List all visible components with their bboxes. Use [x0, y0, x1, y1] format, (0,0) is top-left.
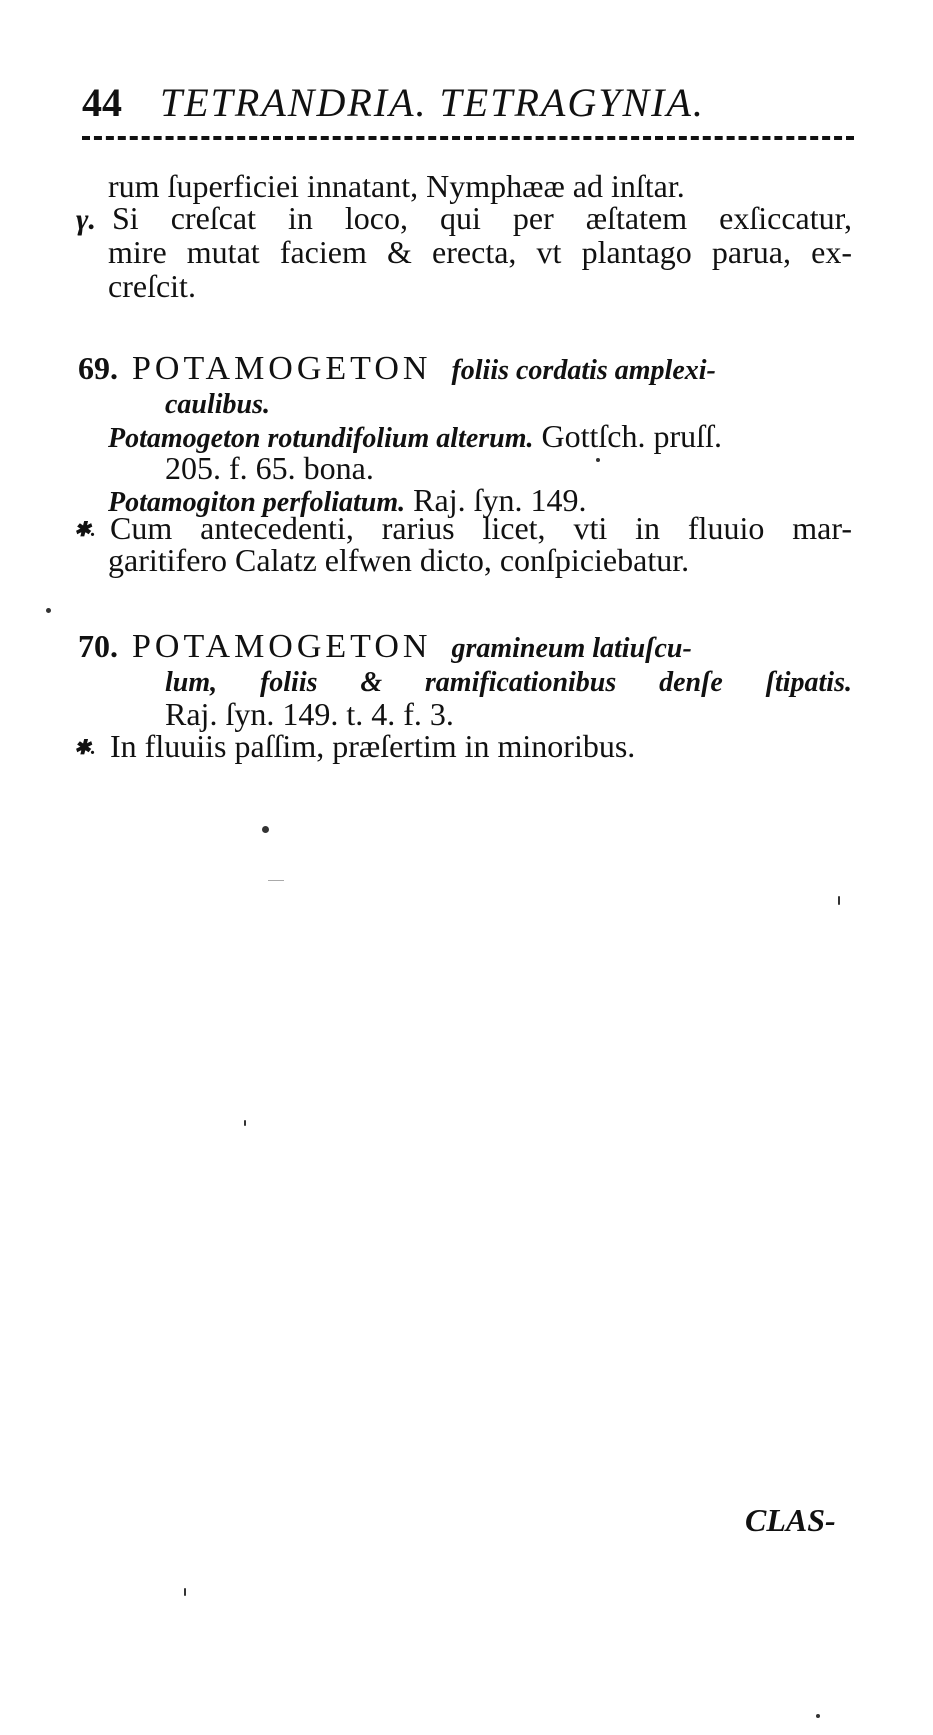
ink-speck	[268, 880, 284, 881]
catchword: CLAS-	[745, 1502, 836, 1538]
variety-gamma-marker: γ.	[76, 203, 96, 236]
entry-69-synonym-1-name: Potamogeton rotundifolium alterum.	[108, 423, 534, 454]
entry-69-habitat-line-2: garitifero Calatz elfwen dicto, conſpiciebatur.	[108, 542, 690, 578]
page-header	[82, 80, 852, 126]
entry-69-synonym-2-name: Potamogiton perfoliatum.	[108, 487, 406, 518]
entry-69-habitat-line-1: Cum antecedenti, rarius licet, vti in fluuio mar-	[110, 510, 852, 546]
entry-69-genus: POTAMOGETON	[132, 350, 432, 387]
entry-69-diagnosis-1: foliis cordatis amplexi-	[451, 355, 716, 386]
ink-speck	[596, 458, 600, 462]
ink-speck	[816, 1714, 820, 1718]
entry-69-diagnosis-2: caulibus.	[165, 389, 271, 420]
entry-69-synonym-1-reference: Gottſch. pruſſ.	[541, 418, 722, 454]
entry-70-genus: POTAMOGETON	[132, 628, 432, 665]
entry-69-number: 69.	[78, 350, 118, 386]
variety-gamma-line-3: creſcit.	[108, 268, 196, 304]
entry-69-synonym-1-reference-cont: 205. f. 65. bona.	[165, 450, 374, 486]
entry-70-diagnosis-1: gramineum latiuſcu-	[451, 633, 692, 664]
entry-70-diagnosis-2: lum, foliis & ramificationibus denſe ſtipatis.	[165, 667, 852, 698]
header-rule	[82, 136, 854, 140]
entry-70-habitat: In fluuiis paſſim, præſertim in minoribus.	[110, 728, 636, 764]
variety-gamma-line-1: Si creſcat in loco, qui per æſtatem exſiccatur,	[112, 200, 852, 236]
running-title: TETRANDRIA. TETRAGYNIA.	[160, 80, 705, 125]
entry-70-reference: Raj. ſyn. 149. t. 4. f. 3.	[165, 696, 454, 732]
variety-gamma-line-2: mire mutat faciem & erecta, vt plantago parua, ex-	[108, 234, 852, 270]
ink-speck	[46, 608, 51, 613]
entry-69-habitat-marker: ✱.	[74, 519, 96, 541]
ink-speck	[244, 1120, 246, 1126]
ink-speck	[838, 896, 840, 905]
ink-speck	[262, 826, 269, 833]
entry-70-habitat-marker: ✱.	[74, 737, 96, 759]
ink-speck	[184, 1588, 186, 1596]
continuation-line: rum ſuperficiei innatant, Nymphææ ad inſtar.	[108, 168, 685, 204]
entry-70-number: 70.	[78, 628, 118, 664]
entry-69-synonym-2-reference: Raj. ſyn. 149.	[413, 482, 587, 518]
page-number: 44	[82, 80, 122, 125]
